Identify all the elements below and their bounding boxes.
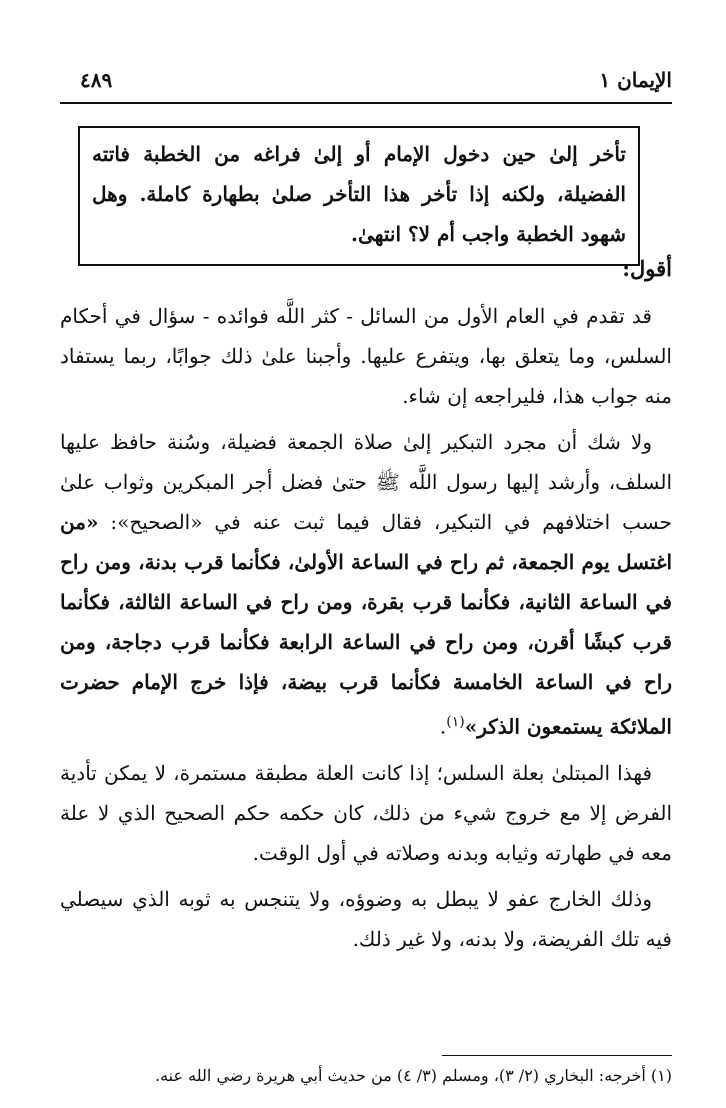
answer-label: أقول:	[622, 256, 672, 281]
question-text: تأخر إلىٰ حين دخول الإمام أو إلىٰ فراغه من الخطبة فاتته الفضيلة، ولكنه إذا تأخر هذا التأخر صلىٰ بطهارة كاملة. وهل شهود الخطبة واجب أم لا؟ انتهىٰ.	[92, 142, 626, 246]
chapter-title: الإيمان ١	[599, 68, 672, 92]
paragraph-2-end: .	[439, 714, 447, 739]
paragraph-2-intro: ولا شك أن مجرد التبكير إلىٰ صلاة الجمعة فضيلة، وسُنة حافظ عليها السلف، وأرشد إليها رسول اللَّه ﷺ حتىٰ فضل أجر المبكرين وثواب علىٰ حسب اختلافهم في التبكير، فقال فيما ثبت عنه في «الصحيح»:	[60, 430, 673, 534]
paragraph-1: قد تقدم في العام الأول من السائل - كثر اللَّه فوائده - سؤال في أحكام السلس، وما يتعلق بها، ويتفرع عليها. وأجبنا علىٰ ذلك جوابًا، ربما يستفاد منه جواب هذا، فليراجعه إن شاء.	[60, 304, 672, 408]
page-number: ٤٨٩	[80, 68, 113, 92]
paragraph-2	[60, 422, 672, 747]
footnote-rule	[442, 1055, 672, 1056]
paragraph-4: وذلك الخارج عفو لا يبطل به وضوؤه، ولا يتنجس به ثوبه الذي سيصلي فيه تلك الفريضة، ولا بدنه، ولا غير ذلك.	[60, 886, 672, 951]
paragraph-3: فهذا المبتلىٰ بعلة السلس؛ إذا كانت العلة مطبقة مستمرة، لا يمكن تأدية الفرض إلا مع خروج شيء من ذلك، كان حكمه حكم الصحيح الذي لا علة معه في طهارته وثيابه وبدنه وصلاته في أول الوقت.	[60, 760, 673, 865]
footnote-ref[interactable]: (١)	[446, 714, 465, 730]
header-rule	[60, 102, 672, 104]
hadith-quote: «من اغتسل يوم الجمعة، ثم راح في الساعة الأولىٰ، فكأنما قرب بدنة، ومن راح في الساعة الثانية، فكأنما قرب بقرة، ومن راح في الساعة الثالثة، فكأنما قرب كبشًا أقرن، ومن راح في الساعة الرابعة فكأنما قرب دجاجة، ومن راح في الساعة الخامسة فكأنما قرب بيضة، فإذا خرج الإمام حضرت الملائكة يستمعون الذكر»	[60, 510, 672, 739]
body-text	[60, 296, 672, 959]
book-page	[60, 60, 673, 1085]
running-header	[60, 60, 672, 100]
question-box	[78, 126, 640, 266]
footnote: (١) أخرجه: البخاري (٢/ ٣)، ومسلم (٣/ ٤) من حديث أبي هريرة رضي الله عنه.	[155, 1066, 672, 1085]
